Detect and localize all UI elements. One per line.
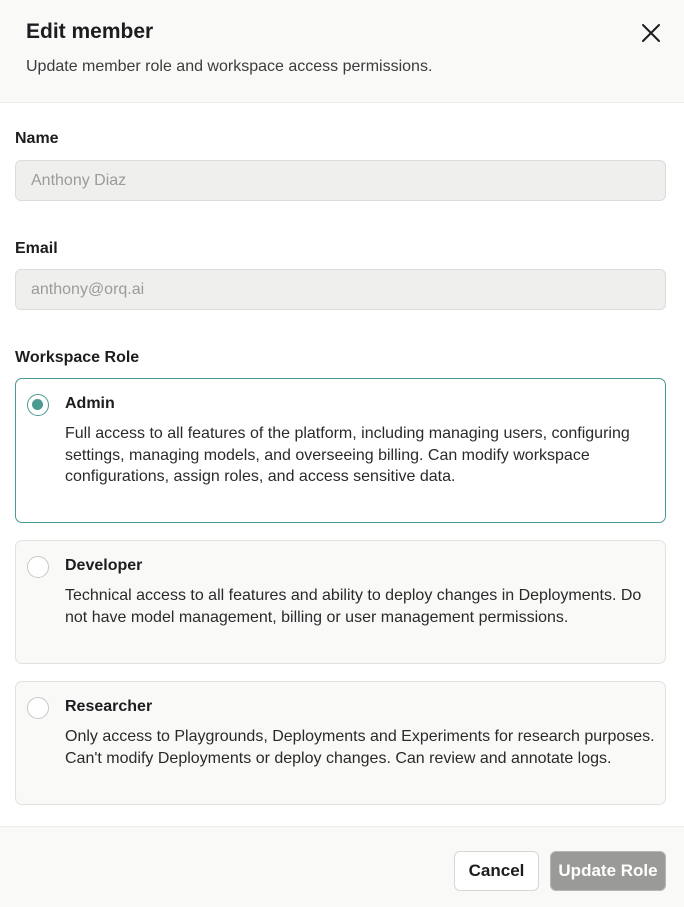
dialog-footer	[0, 826, 684, 907]
radio-selected-dot	[32, 399, 43, 410]
role-title: Researcher	[65, 698, 153, 715]
role-title: Admin	[65, 395, 115, 412]
cancel-button[interactable]: Cancel	[454, 851, 539, 891]
admin-radio[interactable]	[27, 394, 49, 416]
dialog-header	[0, 0, 684, 103]
close-button[interactable]	[636, 18, 666, 48]
role-description: Technical access to all features and ability to deploy changes in Deployments. Do not have model management, billing or user management permissions.	[65, 587, 642, 626]
role-option-admin[interactable]	[15, 378, 666, 523]
email-field[interactable]: anthony@orq.ai	[15, 269, 666, 310]
role-description: Only access to Playgrounds, Deployments and Experiments for research purposes. Can't modify Deployments or deploy changes. Can review and annotate logs.	[65, 728, 655, 767]
dialog-title: Edit member	[26, 20, 154, 43]
name-field[interactable]: Anthony Diaz	[15, 160, 666, 201]
developer-radio[interactable]	[27, 556, 49, 578]
close-icon	[641, 23, 661, 43]
role-description: Full access to all features of the platform, including managing users, configuring settings, managing models, and overseeing billing. Can modify workspace configurations, assign roles, and access sensitive data.	[65, 425, 630, 485]
email-label: Email	[15, 240, 58, 257]
researcher-radio[interactable]	[27, 697, 49, 719]
role-option-developer[interactable]	[15, 540, 666, 664]
workspace-role-label: Workspace Role	[15, 349, 140, 366]
role-title: Developer	[65, 557, 143, 574]
update-role-button[interactable]: Update Role	[550, 851, 666, 891]
role-option-researcher[interactable]	[15, 681, 666, 805]
dialog-subtitle: Update member role and workspace access permissions.	[26, 58, 433, 75]
name-label: Name	[15, 130, 59, 147]
